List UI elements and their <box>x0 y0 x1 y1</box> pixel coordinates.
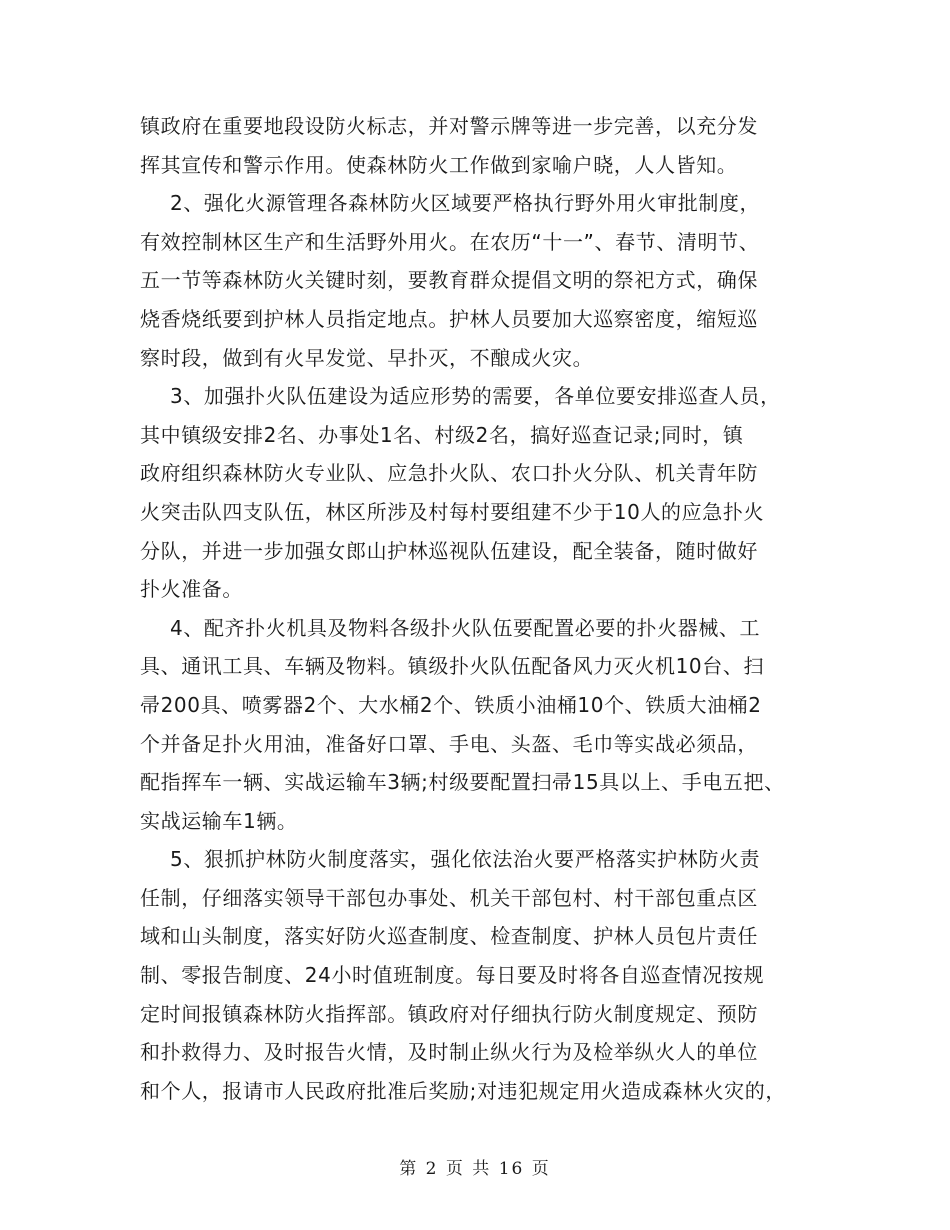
page-footer: 第 2 页 共 16 页 <box>399 1159 551 1179</box>
text-line: 5、狠抓护林防火制度落实，强化依法治火要严格落实护林防火责 <box>170 847 761 872</box>
body-text <box>140 107 830 1110</box>
text-line: 分队，并进一步加强女郎山护林巡视队伍建设，配全装备，随时做好 <box>140 538 758 563</box>
text-line: 察时段，做到有火早发觉、早扑灭，不酿成火灾。 <box>140 345 594 370</box>
text-line: 镇政府在重要地段设防火标志，并对警示牌等进一步完善，以充分发 <box>140 114 758 138</box>
text-line: 有效控制林区生产和生活野外用火。在农历“十一”、春节、清明节、 <box>140 229 760 254</box>
text-line: 域和山头制度，落实好防火巡查制度、检查制度、护林人员包片责任 <box>140 924 758 949</box>
text-line: 实战运输车1辆。 <box>140 808 298 833</box>
text-line: 政府组织森林防火专业队、应急扑火队、农口扑火分队、机关青年防 <box>140 461 758 486</box>
text-line: 其中镇级安排2名、办事处1名、村级2名，搞好巡查记录;同时，镇 <box>140 422 744 447</box>
text-line: 2、强化火源管理各森林防火区域要严格执行野外用火审批制度， <box>170 191 761 216</box>
text-line: 具、通讯工具、车辆及物料。镇级扑火队伍配备风力灭火机10台、扫 <box>140 654 765 679</box>
text-line: 4、配齐扑火机具及物料各级扑火队伍要配置必要的扑火器械、工 <box>170 615 761 640</box>
text-line: 个并备足扑火用油，准备好口罩、手电、头盔、毛巾等实战必须品， <box>140 731 758 756</box>
text-line: 帚200具、喷雾器2个、大水桶2个、铁质小油桶10个、铁质大油桶2 <box>140 692 762 717</box>
text-line: 3、加强扑火队伍建设为适应形势的需要，各单位要安排巡查人员， <box>170 384 781 409</box>
text-line: 定时间报镇森林防火指挥部。镇政府对仔细执行防火制度规定、预防 <box>140 1001 758 1026</box>
text-line: 配指挥车一辆、实战运输车3辆;村级要配置扫帚15具以上、手电五把、 <box>140 770 785 795</box>
text-line: 扑火准备。 <box>140 577 243 602</box>
text-line: 五一节等森林防火关键时刻，要教育群众提倡文明的祭祀方式，确保 <box>140 268 758 293</box>
text-line: 火突击队四支队伍，林区所涉及村每村要组建不少于10人的应急扑火 <box>140 499 765 524</box>
text-line: 任制，仔细落实领导干部包办事处、机关干部包村、村干部包重点区 <box>140 885 758 910</box>
text-line: 烧香烧纸要到护林人员指定地点。护林人员要加大巡察密度，缩短巡 <box>140 306 758 331</box>
text-line: 和扑救得力、及时报告火情，及时制止纵火行为及检举纵火人的单位 <box>140 1040 758 1065</box>
text-line: 制、零报告制度、24小时值班制度。每日要及时将各自巡查情况按规 <box>140 963 765 988</box>
text-line: 挥其宣传和警示作用。使森林防火工作做到家喻户晓，人人皆知。 <box>140 152 738 177</box>
text-line: 和个人，报请市人民政府批准后奖励;对违犯规定用火造成森林火灾的， <box>140 1078 786 1103</box>
